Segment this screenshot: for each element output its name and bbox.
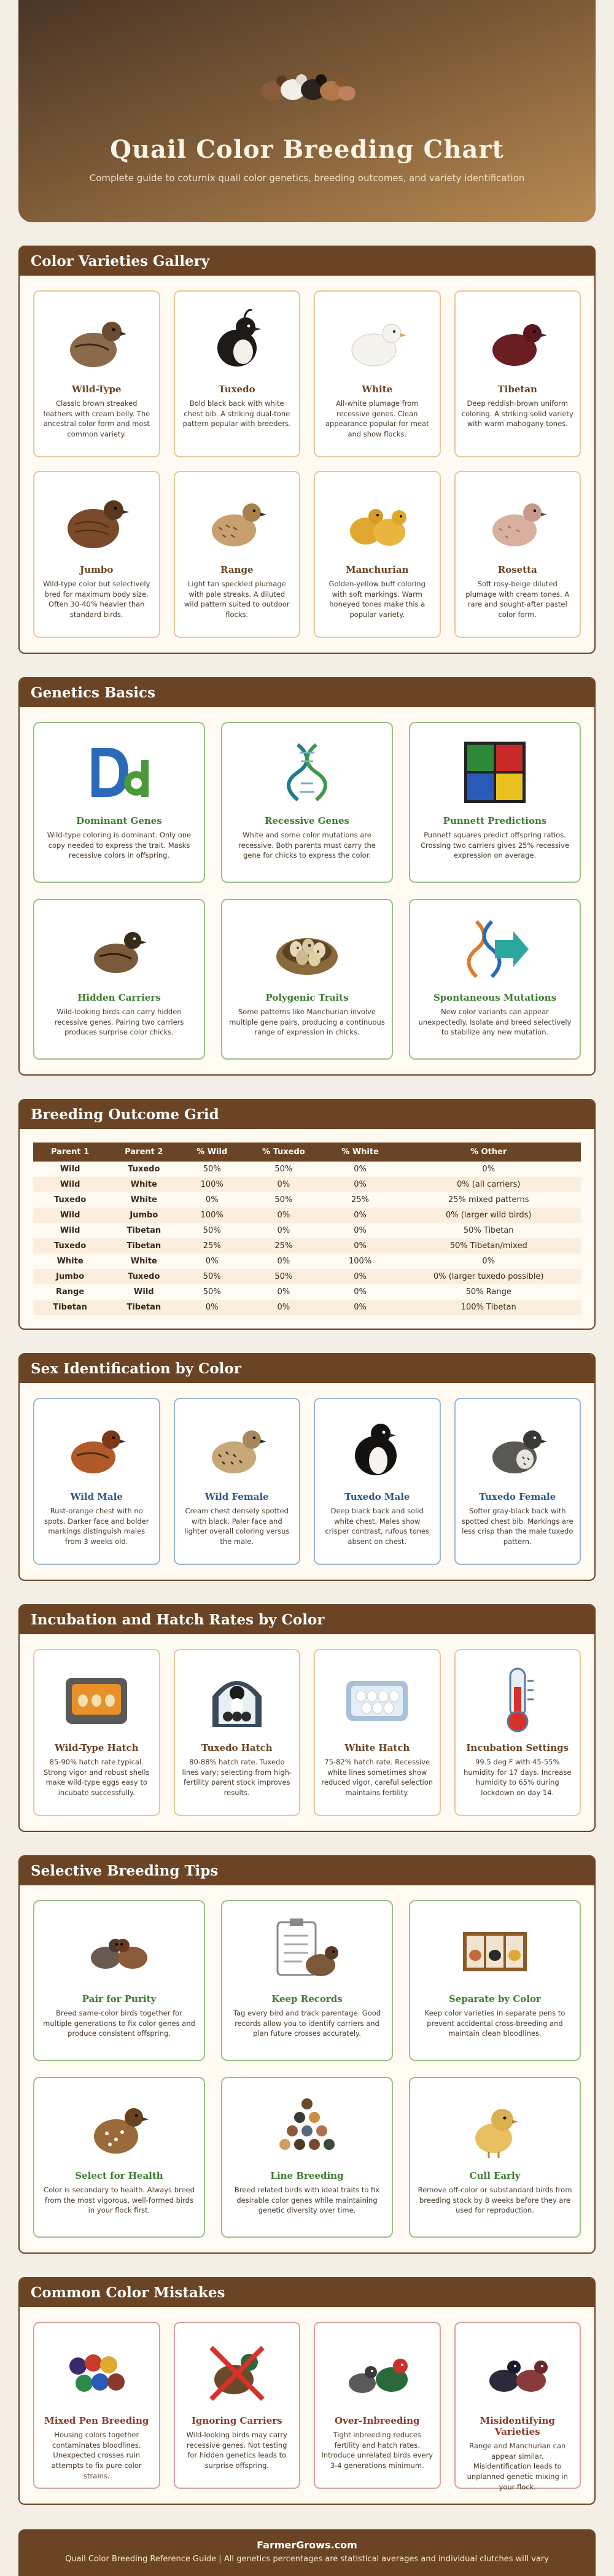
genetics-card [221,899,393,1060]
punnett-square-icon [458,735,532,809]
table-cell: 0% [324,1284,397,1300]
incubation-grid [20,1634,594,1831]
page-subtitle: Complete guide to coturnix quail color genetics, breeding outcomes, and variety identification [89,173,525,184]
wild-quail-image [60,304,133,378]
card-text: 80-88% hatch rate. Tuxedo lines vary; selecting from high-fertility parent stock improves results. [182,1758,292,1798]
egg-nest-image [270,912,344,986]
table-cell: Tibetan [107,1300,181,1315]
table-cell: 50% Tibetan/mixed [396,1238,581,1254]
variety-card [33,471,160,638]
varieties-section [18,246,596,654]
table-cell: Wild [33,1162,107,1177]
table-cell: 0% [243,1177,324,1192]
mistake-card [454,2322,581,2489]
card-title: Tuxedo Female [479,1491,556,1502]
tip-card [221,1900,393,2061]
table-cell: 100% [181,1177,243,1192]
genetics-grid [20,707,594,1074]
card-title: Misidentifying Varieties [480,2415,555,2437]
table-cell: 50% [181,1162,243,1177]
mistake-card [314,2322,441,2489]
table-cell: Tuxedo [33,1238,107,1254]
card-text: Wild-looking birds can carry hidden recessive genes. Pairing two carriers produces surprise color chicks. [54,1007,184,1037]
tips-grid [20,1885,594,2252]
table-cell: 0% [243,1300,324,1315]
manchurian-quail-image [340,484,414,558]
table-row [33,1269,581,1284]
table-cell: 0% [181,1300,243,1315]
card-title: White [362,384,393,395]
card-text: Tag every bird and track parentage. Good records allow you to identify carriers and plan future crosses accurately. [233,2009,381,2038]
variety-card [174,290,301,457]
card-title: Jumbo [80,564,114,575]
table-cell: 0% [324,1177,397,1192]
dominant-dd-icon [82,735,156,809]
mistakes-grid [20,2307,594,2504]
table-cell: 100% Tibetan [396,1300,581,1315]
column-header: % Other [396,1143,581,1162]
card-title: Keep Records [271,1993,343,2004]
dna-arrow-icon [458,912,532,986]
table-cell: 50% [181,1223,243,1238]
column-header: % Tuxedo [243,1143,324,1162]
card-title: Select for Health [75,2170,163,2181]
card-title: Wild Female [204,1491,269,1502]
card-text: Deep black back and solid white chest. Males show crisper contrast, rufous tones absent on chest. [325,1507,430,1546]
card-title: Dominant Genes [76,815,162,826]
table-cell: 100% [181,1208,243,1223]
card-text: Light tan speckled plumage with pale streaks. A diluted wild pattern suited to outdoor flocks. [184,580,290,619]
card-title: Wild-Type Hatch [54,1742,139,1753]
tuxedo-quail-image [200,304,274,378]
card-title: Range [220,564,254,575]
table-cell: 50% [181,1269,243,1284]
mistake-card [33,2322,160,2489]
card-title: Over-Inbreeding [335,2415,420,2426]
card-text: Tight inbreeding reduces fertility and hatch rates. Introduce unrelated birds every 3-4 generations minimum. [321,2431,433,2470]
card-text: Remove off-color or substandard birds from breeding stock by 8 weeks before they are used for reproduction. [418,2186,572,2215]
card-text: Wild-looking birds may carry recessive genes. Not testing for hidden genetics leads to surprise offspring. [186,2431,287,2470]
table-row [33,1192,581,1208]
table-cell: 100% [324,1254,397,1269]
genetics-card [33,899,205,1060]
genetics-card [409,722,581,883]
table-cell: 50% [243,1269,324,1284]
table-header-row [33,1143,581,1162]
table-cell: 0% [324,1300,397,1315]
wild-female-quail-image [200,1411,274,1485]
variety-card [314,471,441,638]
column-header: Parent 1 [33,1143,107,1162]
card-text: Wild-type coloring is dominant. Only one copy needed to express the trait. Masks recessive colors in offspring. [47,831,192,860]
similar-quail-pair-image [481,2335,554,2409]
table-cell: Range [33,1284,107,1300]
table-row [33,1162,581,1177]
card-text: Soft rosy-beige diluted plumage with cream tones. A rare and sought-after pastel color form. [465,580,570,619]
card-title: Cull Early [469,2170,521,2181]
card-title: Tuxedo [218,384,255,395]
table-cell: 50% [243,1192,324,1208]
table-cell: Wild [33,1208,107,1223]
genetics-card [221,722,393,883]
tuxedo-female-quail-image [481,1411,554,1485]
card-text: 85-90% hatch rate typical. Strong vigor and robust shells make wild-type eggs easy to incubate successfully. [43,1758,150,1798]
mistakes-section [18,2277,596,2505]
table-cell: 0% [396,1162,581,1177]
variety-card [314,290,441,457]
page-title: Quail Color Breeding Chart [110,135,504,164]
quail-flock-illustration [255,61,359,111]
footer-note: Quail Color Breeding Reference Guide | All genetics percentages are statistical averages and individual clutches will vary [65,2555,549,2564]
card-text: Deep reddish-brown uniform coloring. A striking solid variety with warm mahogany tones. [461,399,573,429]
sex-card [454,1398,581,1565]
table-cell: 0% (larger tuxedo possible) [396,1269,581,1284]
healthy-quail-image [82,2090,156,2164]
card-text: Range and Manchurian can appear similar. Misidentification leads to unplanned genetic mixing in your flock. [467,2442,568,2491]
table-cell: 50% Range [396,1284,581,1300]
chick-image [458,2090,532,2164]
dna-helix-icon [270,735,344,809]
card-title: Tuxedo Male [344,1491,410,1502]
table-cell: 50% [243,1162,324,1177]
table-cell: 25% [181,1238,243,1254]
section-title: Selective Breeding Tips [20,1856,594,1885]
column-header: % White [324,1143,397,1162]
card-text: Classic brown streaked feathers with cream belly. The ancestral color form and most common variety. [43,399,150,439]
table-cell: 0% [324,1223,397,1238]
table-row [33,1223,581,1238]
tip-card [409,1900,581,2061]
section-title: Genetics Basics [20,678,594,707]
tip-card [33,2077,205,2238]
card-title: Recessive Genes [264,815,349,826]
section-title: Incubation and Hatch Rates by Color [20,1605,594,1634]
card-text: Breed related birds with ideal traits to fix desirable color genes while maintaining genetic diversity over time. [234,2186,380,2215]
outcomes-section [18,1099,596,1330]
mixed-flock-image [60,2335,133,2409]
crossed-quail-image [200,2335,274,2409]
jumbo-quail-image [60,484,133,558]
table-cell: 0% (larger wild birds) [396,1208,581,1223]
sex-grid [20,1383,594,1580]
separate-pens-image [458,1914,532,1987]
tuxedo-male-quail-image [340,1411,414,1485]
table-cell: 50% Tibetan [396,1223,581,1238]
sex-card [314,1398,441,1565]
clipboard-quail-image [270,1914,344,1987]
thermometer-icon [481,1662,554,1736]
egg-tray-icon [340,1662,414,1736]
card-text: Color is secondary to health. Always breed from the most vigorous, well-formed birds in your flock first. [44,2186,195,2215]
incubation-card [33,1649,160,1816]
table-cell: Jumbo [107,1208,181,1223]
table-cell: 0% (all carriers) [396,1177,581,1192]
table-cell: 0% [243,1223,324,1238]
tip-card [409,2077,581,2238]
genetics-card [409,899,581,1060]
card-title: Tibetan [497,384,537,395]
card-text: Bold black back with white chest bib. A striking dual-tone pattern popular with breeders. [182,399,291,429]
table-cell: 0% [243,1254,324,1269]
table-cell: 0% [324,1162,397,1177]
incubation-card [314,1649,441,1816]
genetics-section [18,677,596,1076]
table-row [33,1238,581,1254]
table-cell: 25% [243,1238,324,1254]
table-cell: 25% [324,1192,397,1208]
table-cell: Tibetan [33,1300,107,1315]
outcome-table [33,1143,581,1315]
table-cell: Wild [107,1284,181,1300]
pyramid-flock-image [270,2090,344,2164]
table-cell: 0% [324,1208,397,1223]
footer-site-link[interactable]: FarmerGrows.com [257,2539,357,2551]
quail-pair-image [82,1914,156,1987]
card-title: Tuxedo Hatch [201,1742,273,1753]
incubation-card [454,1649,581,1816]
section-title: Common Color Mistakes [20,2278,594,2307]
table-cell: White [107,1177,181,1192]
card-text: Rust-orange chest with no spots. Darker face and bolder markings distinguish males from 3 weeks old. [44,1507,149,1546]
table-cell: Tibetan [107,1238,181,1254]
card-title: Spontaneous Mutations [433,992,557,1003]
range-quail-image [200,484,274,558]
hidden-carrier-quail-image [82,912,156,986]
section-title: Color Varieties Gallery [20,247,594,276]
card-title: Separate by Color [449,1993,541,2004]
card-title: White Hatch [344,1742,410,1753]
card-text: Housing colors together contaminates bloodlines. Unexpected crosses ruin attempts to fix pure color strains. [51,2431,142,2480]
table-cell: White [33,1254,107,1269]
card-text: All-white plumage from recessive genes. Clean appearance popular for meat and show flocks. [325,399,429,439]
inbreeding-pair-image [340,2335,414,2409]
table-cell: White [107,1192,181,1208]
variety-card [454,290,581,457]
table-cell: 0% [181,1254,243,1269]
table-row [33,1254,581,1269]
card-title: Manchurian [346,564,409,575]
card-title: Rosetta [497,564,537,575]
table-cell: Wild [33,1223,107,1238]
table-cell: Tuxedo [107,1162,181,1177]
table-row [33,1177,581,1192]
variety-card [454,471,581,638]
column-header: Parent 2 [107,1143,181,1162]
rosetta-quail-image [481,484,554,558]
card-text: Some patterns like Manchurian involve multiple gene pairs, producing a continuous range of expression in chicks. [229,1007,385,1037]
card-text: Breed same-color birds together for multiple generations to fix color genes and produce consistent offspring. [43,2009,195,2038]
card-title: Line Breeding [270,2170,344,2181]
card-text: New color variants can appear unexpectedly. Isolate and breed selectively to stabilize any new mutation. [418,1007,572,1037]
white-quail-image [340,304,414,378]
table-cell: 0% [181,1192,243,1208]
table-cell: Jumbo [33,1269,107,1284]
tip-card [33,1900,205,2061]
card-title: Pair for Purity [82,1993,157,2004]
table-cell: Tuxedo [33,1192,107,1208]
table-row [33,1300,581,1315]
table-cell: 50% [181,1284,243,1300]
incubator-icon [60,1662,133,1736]
card-title: Mixed Pen Breeding [44,2415,149,2426]
table-cell: 0% [243,1208,324,1223]
table-cell: 0% [324,1269,397,1284]
table-row [33,1208,581,1223]
genetics-card [33,722,205,883]
wild-male-quail-image [60,1411,133,1485]
varieties-grid [20,276,594,653]
table-cell: 25% mixed patterns [396,1192,581,1208]
section-title: Breeding Outcome Grid [20,1100,594,1129]
tip-card [221,2077,393,2238]
table-cell: White [107,1254,181,1269]
card-text: Keep color varieties in separate pens to prevent accidental cross-breeding and maintain clean bloodlines. [424,2009,565,2038]
card-text: Wild-type color but selectively bred for maximum body size. Often 30-40% heavier than standard birds. [43,580,150,619]
card-title: Incubation Settings [466,1742,569,1753]
variety-card [174,471,301,638]
hero-header [18,0,596,222]
tips-section [18,1855,596,2254]
table-cell: Wild [33,1177,107,1192]
card-text: Golden-yellow buff coloring with soft markings. Warm honeyed tones make this a popular variety. [328,580,426,619]
table-cell: 0% [243,1284,324,1300]
card-text: Punnett squares predict offspring ratios. Crossing two carriers gives 25% recessive expression on average. [420,831,570,860]
card-title: Polygenic Traits [265,992,349,1003]
page-footer [18,2529,596,2576]
tibetan-quail-image [481,304,554,378]
card-text: White and some color mutations are recessive. Both parents must carry the gene for chicks to express the color. [238,831,376,860]
table-row [33,1284,581,1300]
card-text: Cream chest densely spotted with black. Paler face and lighter overall coloring versus the male. [184,1507,290,1546]
card-title: Hidden Carriers [77,992,161,1003]
section-title: Sex Identification by Color [20,1354,594,1383]
card-text: 99.5 deg F with 45-55% humidity for 17 days. Increase humidity to 65% during lockdown on day 14. [464,1758,572,1798]
card-text: 75-82% hatch rate. Recessive white lines sometimes show reduced vigor, careful selection maintains fertility. [321,1758,433,1798]
card-title: Wild Male [70,1491,123,1502]
tuxedo-hatch-image [200,1662,274,1736]
sex-section [18,1353,596,1581]
mistake-card [174,2322,301,2489]
card-title: Punnett Predictions [443,815,547,826]
card-title: Wild-Type [72,384,122,395]
column-header: % Wild [181,1143,243,1162]
table-cell: 0% [324,1238,397,1254]
table-cell: Tuxedo [107,1269,181,1284]
sex-card [174,1398,301,1565]
incubation-card [174,1649,301,1816]
card-title: Ignoring Carriers [191,2415,282,2426]
incubation-section [18,1604,596,1832]
table-cell: Tibetan [107,1223,181,1238]
variety-card [33,290,160,457]
table-cell: 0% [396,1254,581,1269]
sex-card [33,1398,160,1565]
card-text: Softer gray-black back with spotted chest bib. Markings are less crisp than the male tuxedo pattern. [461,1507,573,1546]
